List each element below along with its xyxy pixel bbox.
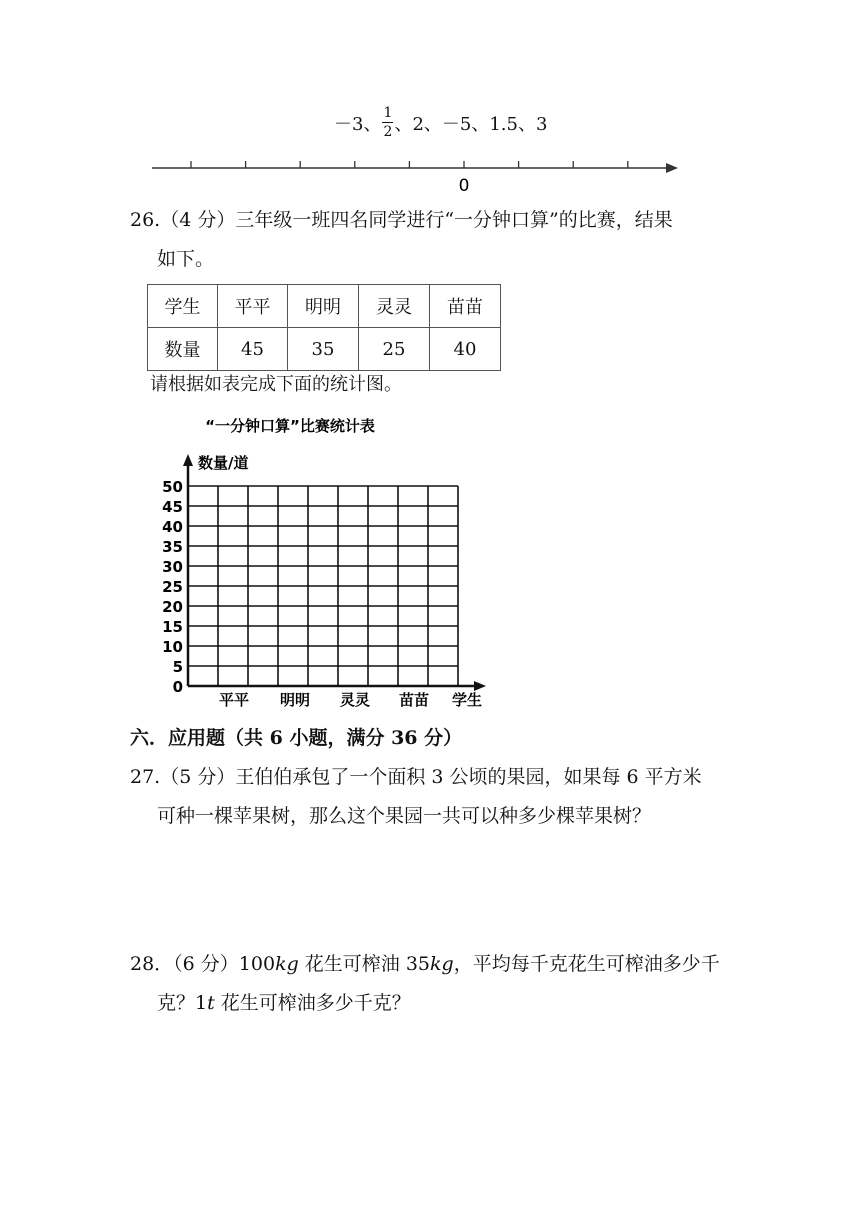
- q26-line1: 26.（4 分）三年级一班四名同学进行“一分钟口算”的比赛，结果: [130, 209, 673, 231]
- score-table: [147, 284, 501, 371]
- zero-label: 0: [458, 176, 470, 196]
- y-tick-labels: [162, 478, 183, 696]
- table-cell: 学生: [148, 285, 218, 328]
- table-row: [148, 328, 501, 371]
- table-cell: 25: [359, 328, 430, 371]
- x-category-label: 平平: [218, 691, 250, 709]
- q28-text: 28．（6 分）100: [130, 953, 276, 975]
- x-category-label: 灵灵: [339, 691, 371, 709]
- y-axis-arrow-icon: [183, 454, 193, 466]
- fraction-denominator: 2: [383, 124, 393, 140]
- unit-kg: kg: [275, 953, 299, 975]
- table-cell: 灵灵: [359, 285, 430, 328]
- fraction-one-half: [382, 106, 393, 139]
- q28-text: 克？1: [157, 992, 208, 1014]
- y-tick-label: 40: [162, 518, 183, 536]
- number-line: [150, 150, 680, 196]
- unit-kg: kg: [430, 953, 454, 975]
- table-row: [148, 285, 501, 328]
- y-tick-label: 20: [162, 598, 183, 616]
- unit-t: t: [207, 992, 215, 1014]
- section-6-title: 六．应用题（共 6 小题，满分 36 分）: [130, 727, 463, 749]
- q28-text: 花生可榨油 35: [298, 953, 431, 975]
- y-tick-label: 30: [162, 558, 183, 576]
- x-category-labels: [219, 691, 429, 709]
- x-axis-arrow-icon: [474, 681, 486, 691]
- y-tick-label: 50: [162, 478, 183, 496]
- table-cell: 35: [288, 328, 359, 371]
- chart-ylabel: 数量/道: [198, 454, 249, 472]
- chart-grid: [188, 486, 458, 686]
- x-category-label: 苗苗: [398, 691, 430, 709]
- y-tick-label: 0: [172, 678, 183, 696]
- number-list-part: 、2、: [394, 113, 442, 135]
- q28-text: ，平均每千克花生可榨油多少千: [453, 953, 720, 975]
- table-cell: 40: [430, 328, 501, 371]
- number-line-ticks: [150, 161, 628, 168]
- table-cell: 平平: [218, 285, 288, 328]
- y-tick-label: 35: [162, 538, 183, 556]
- q26-line2: 如下。: [157, 248, 215, 270]
- table-cell: 数量: [148, 328, 218, 371]
- number-list-part: －3、: [334, 113, 382, 135]
- table-cell: 45: [218, 328, 288, 371]
- number-list-part: －5、1.5、3: [441, 113, 548, 135]
- chart-title: “一分钟口算”比赛统计表: [205, 417, 375, 435]
- q28-text: 花生可榨油多少千克？: [214, 992, 411, 1014]
- fraction-numerator: 1: [383, 105, 393, 121]
- q26-instruction: 请根据如表完成下面的统计图。: [150, 374, 402, 395]
- q28-line2: [157, 992, 411, 1015]
- number-list: [334, 106, 547, 139]
- y-tick-label: 5: [172, 658, 183, 676]
- number-line-arrow-icon: [666, 163, 678, 173]
- y-tick-label: 10: [162, 638, 183, 656]
- table-cell: 苗苗: [430, 285, 501, 328]
- q27-line1: 27.（5 分）王伯伯承包了一个面积 3 公顷的果园，如果每 6 平方米: [130, 766, 702, 788]
- q28-line1: [130, 953, 720, 976]
- q27-line2: 可种一棵苹果树，那么这个果园一共可以种多少棵苹果树？: [157, 805, 652, 827]
- bar-chart: [150, 408, 495, 716]
- table-cell: 明明: [288, 285, 359, 328]
- y-tick-label: 45: [162, 498, 183, 516]
- x-category-label: 明明: [279, 691, 311, 709]
- chart-xlabel: 学生: [451, 691, 483, 709]
- y-tick-label: 25: [162, 578, 183, 596]
- y-tick-label: 15: [162, 618, 183, 636]
